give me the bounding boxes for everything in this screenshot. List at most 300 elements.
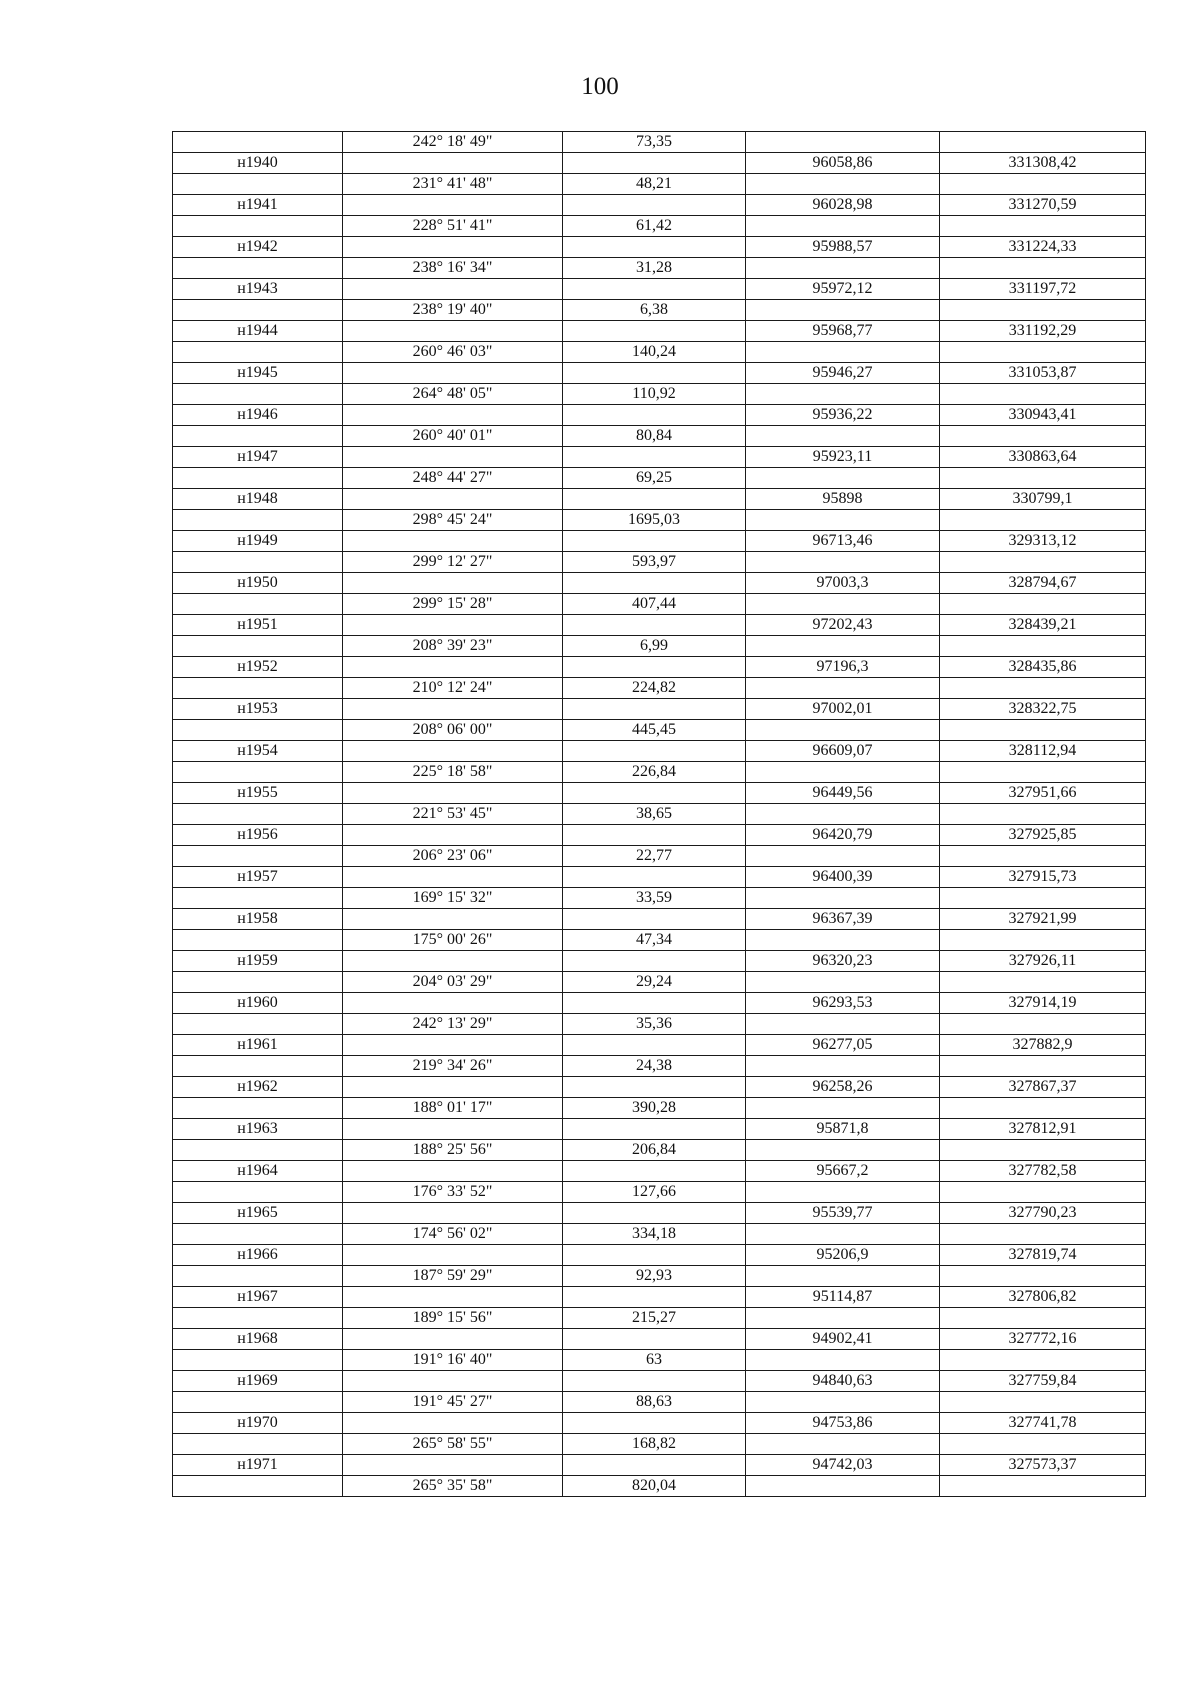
x-coordinate-cell: 95968,77 — [746, 321, 940, 342]
x-coordinate-cell — [746, 216, 940, 237]
distance-cell: 35,36 — [563, 1014, 746, 1035]
point-id-cell — [173, 1266, 343, 1287]
segment-row — [173, 1014, 1146, 1035]
point-id-cell: н1952 — [173, 657, 343, 678]
bearing-cell — [343, 1119, 563, 1140]
distance-cell — [563, 447, 746, 468]
point-id-cell: н1951 — [173, 615, 343, 636]
y-coordinate-cell — [940, 1266, 1146, 1287]
segment-row — [173, 132, 1146, 153]
bearing-cell: 188° 01' 17" — [343, 1098, 563, 1119]
bearing-cell — [343, 489, 563, 510]
distance-cell — [563, 237, 746, 258]
y-coordinate-cell — [940, 678, 1146, 699]
coordinates-table — [172, 131, 1146, 1497]
point-id-cell — [173, 216, 343, 237]
distance-cell: 110,92 — [563, 384, 746, 405]
y-coordinate-cell — [940, 1182, 1146, 1203]
y-coordinate-cell — [940, 1392, 1146, 1413]
point-row — [173, 279, 1146, 300]
point-id-cell — [173, 1182, 343, 1203]
y-coordinate-cell: 327921,99 — [940, 909, 1146, 930]
x-coordinate-cell — [746, 174, 940, 195]
segment-row — [173, 972, 1146, 993]
y-coordinate-cell — [940, 132, 1146, 153]
bearing-cell: 260° 46' 03" — [343, 342, 563, 363]
distance-cell — [563, 1077, 746, 1098]
segment-row — [173, 930, 1146, 951]
distance-cell: 6,99 — [563, 636, 746, 657]
bearing-cell: 299° 15' 28" — [343, 594, 563, 615]
point-id-cell: н1949 — [173, 531, 343, 552]
point-id-cell: н1955 — [173, 783, 343, 804]
y-coordinate-cell: 331192,29 — [940, 321, 1146, 342]
point-id-cell — [173, 342, 343, 363]
bearing-cell: 242° 13' 29" — [343, 1014, 563, 1035]
segment-row — [173, 426, 1146, 447]
distance-cell — [563, 1119, 746, 1140]
point-id-cell — [173, 1308, 343, 1329]
bearing-cell: 175° 00' 26" — [343, 930, 563, 951]
point-id-cell: н1957 — [173, 867, 343, 888]
x-coordinate-cell: 95539,77 — [746, 1203, 940, 1224]
y-coordinate-cell: 329313,12 — [940, 531, 1146, 552]
point-id-cell — [173, 132, 343, 153]
x-coordinate-cell — [746, 1392, 940, 1413]
point-row — [173, 951, 1146, 972]
distance-cell — [563, 909, 746, 930]
x-coordinate-cell — [746, 300, 940, 321]
point-id-cell: н1958 — [173, 909, 343, 930]
point-row — [173, 489, 1146, 510]
y-coordinate-cell: 331224,33 — [940, 237, 1146, 258]
bearing-cell — [343, 1455, 563, 1476]
y-coordinate-cell — [940, 888, 1146, 909]
distance-cell: 47,34 — [563, 930, 746, 951]
y-coordinate-cell — [940, 1224, 1146, 1245]
x-coordinate-cell — [746, 426, 940, 447]
x-coordinate-cell: 94742,03 — [746, 1455, 940, 1476]
distance-cell: 61,42 — [563, 216, 746, 237]
bearing-cell: 208° 39' 23" — [343, 636, 563, 657]
point-row — [173, 1455, 1146, 1476]
x-coordinate-cell: 95871,8 — [746, 1119, 940, 1140]
bearing-cell: 174° 56' 02" — [343, 1224, 563, 1245]
y-coordinate-cell — [940, 972, 1146, 993]
point-id-cell — [173, 720, 343, 741]
point-id-cell: н1946 — [173, 405, 343, 426]
y-coordinate-cell: 327759,84 — [940, 1371, 1146, 1392]
point-id-cell — [173, 510, 343, 531]
y-coordinate-cell — [940, 636, 1146, 657]
bearing-cell: 265° 58' 55" — [343, 1434, 563, 1455]
segment-row — [173, 1056, 1146, 1077]
y-coordinate-cell — [940, 1350, 1146, 1371]
x-coordinate-cell — [746, 258, 940, 279]
y-coordinate-cell: 327772,16 — [940, 1329, 1146, 1350]
distance-cell: 1695,03 — [563, 510, 746, 531]
x-coordinate-cell — [746, 132, 940, 153]
y-coordinate-cell: 328435,86 — [940, 657, 1146, 678]
point-id-cell — [173, 762, 343, 783]
y-coordinate-cell: 327812,91 — [940, 1119, 1146, 1140]
distance-cell: 390,28 — [563, 1098, 746, 1119]
bearing-cell: 191° 45' 27" — [343, 1392, 563, 1413]
bearing-cell — [343, 1161, 563, 1182]
distance-cell: 226,84 — [563, 762, 746, 783]
x-coordinate-cell: 96609,07 — [746, 741, 940, 762]
distance-cell: 69,25 — [563, 468, 746, 489]
bearing-cell: 260° 40' 01" — [343, 426, 563, 447]
x-coordinate-cell: 94902,41 — [746, 1329, 940, 1350]
point-id-cell — [173, 1140, 343, 1161]
x-coordinate-cell: 96713,46 — [746, 531, 940, 552]
segment-row — [173, 636, 1146, 657]
y-coordinate-cell — [940, 216, 1146, 237]
distance-cell — [563, 741, 746, 762]
bearing-cell: 210° 12' 24" — [343, 678, 563, 699]
x-coordinate-cell — [746, 1266, 940, 1287]
y-coordinate-cell — [940, 510, 1146, 531]
distance-cell — [563, 825, 746, 846]
y-coordinate-cell: 330863,64 — [940, 447, 1146, 468]
x-coordinate-cell — [746, 1098, 940, 1119]
point-row — [173, 657, 1146, 678]
distance-cell: 80,84 — [563, 426, 746, 447]
distance-cell: 88,63 — [563, 1392, 746, 1413]
point-id-cell — [173, 258, 343, 279]
x-coordinate-cell: 95206,9 — [746, 1245, 940, 1266]
segment-row — [173, 258, 1146, 279]
bearing-cell — [343, 741, 563, 762]
x-coordinate-cell — [746, 1476, 940, 1497]
y-coordinate-cell: 328794,67 — [940, 573, 1146, 594]
point-row — [173, 783, 1146, 804]
point-id-cell — [173, 468, 343, 489]
point-id-cell: н1947 — [173, 447, 343, 468]
point-id-cell: н1953 — [173, 699, 343, 720]
x-coordinate-cell — [746, 930, 940, 951]
bearing-cell — [343, 531, 563, 552]
bearing-cell — [343, 1413, 563, 1434]
y-coordinate-cell: 327806,82 — [940, 1287, 1146, 1308]
bearing-cell — [343, 657, 563, 678]
point-row — [173, 615, 1146, 636]
x-coordinate-cell — [746, 468, 940, 489]
x-coordinate-cell — [746, 636, 940, 657]
point-row — [173, 699, 1146, 720]
distance-cell: 6,38 — [563, 300, 746, 321]
x-coordinate-cell — [746, 888, 940, 909]
bearing-cell: 231° 41' 48" — [343, 174, 563, 195]
bearing-cell — [343, 279, 563, 300]
x-coordinate-cell — [746, 1224, 940, 1245]
y-coordinate-cell: 327914,19 — [940, 993, 1146, 1014]
distance-cell: 140,24 — [563, 342, 746, 363]
point-id-cell: н1943 — [173, 279, 343, 300]
distance-cell — [563, 993, 746, 1014]
point-row — [173, 405, 1146, 426]
bearing-cell — [343, 1203, 563, 1224]
x-coordinate-cell: 96449,56 — [746, 783, 940, 804]
x-coordinate-cell — [746, 972, 940, 993]
point-id-cell — [173, 1098, 343, 1119]
segment-row — [173, 216, 1146, 237]
x-coordinate-cell — [746, 720, 940, 741]
distance-cell: 820,04 — [563, 1476, 746, 1497]
y-coordinate-cell — [940, 552, 1146, 573]
bearing-cell: 221° 53' 45" — [343, 804, 563, 825]
point-id-cell: н1941 — [173, 195, 343, 216]
distance-cell — [563, 195, 746, 216]
x-coordinate-cell: 95114,87 — [746, 1287, 940, 1308]
bearing-cell: 248° 44' 27" — [343, 468, 563, 489]
y-coordinate-cell — [940, 258, 1146, 279]
point-id-cell: н1962 — [173, 1077, 343, 1098]
y-coordinate-cell: 327926,11 — [940, 951, 1146, 972]
bearing-cell — [343, 363, 563, 384]
bearing-cell — [343, 573, 563, 594]
point-id-cell — [173, 300, 343, 321]
segment-row — [173, 1392, 1146, 1413]
point-id-cell: н1940 — [173, 153, 343, 174]
x-coordinate-cell — [746, 1056, 940, 1077]
bearing-cell: 187° 59' 29" — [343, 1266, 563, 1287]
point-row — [173, 1203, 1146, 1224]
point-id-cell — [173, 1392, 343, 1413]
bearing-cell — [343, 1287, 563, 1308]
point-id-cell — [173, 846, 343, 867]
x-coordinate-cell — [746, 1140, 940, 1161]
point-id-cell: н1971 — [173, 1455, 343, 1476]
x-coordinate-cell — [746, 1434, 940, 1455]
distance-cell: 63 — [563, 1350, 746, 1371]
x-coordinate-cell: 96420,79 — [746, 825, 940, 846]
distance-cell: 38,65 — [563, 804, 746, 825]
x-coordinate-cell: 95923,11 — [746, 447, 940, 468]
bearing-cell — [343, 153, 563, 174]
point-row — [173, 531, 1146, 552]
bearing-cell — [343, 237, 563, 258]
point-id-cell: н1966 — [173, 1245, 343, 1266]
distance-cell: 593,97 — [563, 552, 746, 573]
x-coordinate-cell: 96400,39 — [746, 867, 940, 888]
point-id-cell: н1944 — [173, 321, 343, 342]
point-row — [173, 363, 1146, 384]
distance-cell: 92,93 — [563, 1266, 746, 1287]
bearing-cell: 219° 34' 26" — [343, 1056, 563, 1077]
bearing-cell: 225° 18' 58" — [343, 762, 563, 783]
bearing-cell — [343, 699, 563, 720]
distance-cell: 445,45 — [563, 720, 746, 741]
y-coordinate-cell: 327951,66 — [940, 783, 1146, 804]
x-coordinate-cell: 94840,63 — [746, 1371, 940, 1392]
point-row — [173, 1371, 1146, 1392]
distance-cell — [563, 279, 746, 300]
y-coordinate-cell: 327782,58 — [940, 1161, 1146, 1182]
x-coordinate-cell: 96258,26 — [746, 1077, 940, 1098]
bearing-cell — [343, 1077, 563, 1098]
bearing-cell: 191° 16' 40" — [343, 1350, 563, 1371]
point-row — [173, 1287, 1146, 1308]
point-row — [173, 1119, 1146, 1140]
y-coordinate-cell — [940, 174, 1146, 195]
x-coordinate-cell: 95946,27 — [746, 363, 940, 384]
segment-row — [173, 804, 1146, 825]
point-row — [173, 1329, 1146, 1350]
point-id-cell: н1942 — [173, 237, 343, 258]
point-id-cell — [173, 678, 343, 699]
bearing-cell — [343, 1245, 563, 1266]
point-id-cell — [173, 1224, 343, 1245]
y-coordinate-cell: 328322,75 — [940, 699, 1146, 720]
y-coordinate-cell: 331197,72 — [940, 279, 1146, 300]
y-coordinate-cell: 330943,41 — [940, 405, 1146, 426]
segment-row — [173, 1434, 1146, 1455]
y-coordinate-cell — [940, 594, 1146, 615]
y-coordinate-cell: 331270,59 — [940, 195, 1146, 216]
x-coordinate-cell: 97202,43 — [746, 615, 940, 636]
x-coordinate-cell: 96028,98 — [746, 195, 940, 216]
point-row — [173, 573, 1146, 594]
point-id-cell — [173, 1056, 343, 1077]
point-id-cell: н1969 — [173, 1371, 343, 1392]
x-coordinate-cell: 97003,3 — [746, 573, 940, 594]
y-coordinate-cell: 331053,87 — [940, 363, 1146, 384]
y-coordinate-cell: 327790,23 — [940, 1203, 1146, 1224]
x-coordinate-cell: 96277,05 — [746, 1035, 940, 1056]
distance-cell — [563, 153, 746, 174]
distance-cell — [563, 531, 746, 552]
point-row — [173, 1077, 1146, 1098]
y-coordinate-cell — [940, 426, 1146, 447]
bearing-cell — [343, 405, 563, 426]
bearing-cell: 189° 15' 56" — [343, 1308, 563, 1329]
segment-row — [173, 300, 1146, 321]
x-coordinate-cell: 96293,53 — [746, 993, 940, 1014]
bearing-cell — [343, 195, 563, 216]
y-coordinate-cell: 327741,78 — [940, 1413, 1146, 1434]
bearing-cell — [343, 909, 563, 930]
x-coordinate-cell: 96320,23 — [746, 951, 940, 972]
point-id-cell — [173, 174, 343, 195]
bearing-cell: 188° 25' 56" — [343, 1140, 563, 1161]
y-coordinate-cell — [940, 1098, 1146, 1119]
y-coordinate-cell: 327867,37 — [940, 1077, 1146, 1098]
segment-row — [173, 1098, 1146, 1119]
distance-cell — [563, 951, 746, 972]
point-id-cell — [173, 972, 343, 993]
x-coordinate-cell — [746, 552, 940, 573]
distance-cell: 206,84 — [563, 1140, 746, 1161]
x-coordinate-cell — [746, 1308, 940, 1329]
segment-row — [173, 174, 1146, 195]
page-number: 100 — [581, 73, 619, 100]
segment-row — [173, 594, 1146, 615]
point-row — [173, 1035, 1146, 1056]
x-coordinate-cell — [746, 594, 940, 615]
point-id-cell: н1970 — [173, 1413, 343, 1434]
point-id-cell — [173, 1014, 343, 1035]
segment-row — [173, 468, 1146, 489]
segment-row — [173, 1140, 1146, 1161]
y-coordinate-cell: 331308,42 — [940, 153, 1146, 174]
distance-cell: 224,82 — [563, 678, 746, 699]
point-id-cell: н1960 — [173, 993, 343, 1014]
bearing-cell: 242° 18' 49" — [343, 132, 563, 153]
segment-row — [173, 342, 1146, 363]
point-id-cell: н1945 — [173, 363, 343, 384]
x-coordinate-cell — [746, 384, 940, 405]
bearing-cell: 206° 23' 06" — [343, 846, 563, 867]
point-row — [173, 1245, 1146, 1266]
point-row — [173, 153, 1146, 174]
bearing-cell — [343, 321, 563, 342]
point-id-cell: н1967 — [173, 1287, 343, 1308]
distance-cell — [563, 699, 746, 720]
distance-cell — [563, 1413, 746, 1434]
point-id-cell — [173, 1476, 343, 1497]
y-coordinate-cell: 330799,1 — [940, 489, 1146, 510]
point-id-cell: н1950 — [173, 573, 343, 594]
bearing-cell: 299° 12' 27" — [343, 552, 563, 573]
distance-cell: 22,77 — [563, 846, 746, 867]
point-id-cell — [173, 384, 343, 405]
distance-cell — [563, 1287, 746, 1308]
distance-cell: 215,27 — [563, 1308, 746, 1329]
y-coordinate-cell — [940, 804, 1146, 825]
x-coordinate-cell — [746, 1350, 940, 1371]
point-id-cell — [173, 804, 343, 825]
y-coordinate-cell: 327573,37 — [940, 1455, 1146, 1476]
distance-cell — [563, 657, 746, 678]
x-coordinate-cell — [746, 1014, 940, 1035]
y-coordinate-cell — [940, 468, 1146, 489]
bearing-cell — [343, 867, 563, 888]
coordinates-table-body — [173, 132, 1146, 1497]
distance-cell: 168,82 — [563, 1434, 746, 1455]
x-coordinate-cell: 95988,57 — [746, 237, 940, 258]
y-coordinate-cell — [940, 846, 1146, 867]
point-row — [173, 195, 1146, 216]
point-row — [173, 1413, 1146, 1434]
segment-row — [173, 1350, 1146, 1371]
bearing-cell: 176° 33' 52" — [343, 1182, 563, 1203]
y-coordinate-cell: 327915,73 — [940, 867, 1146, 888]
point-id-cell: н1959 — [173, 951, 343, 972]
point-id-cell — [173, 930, 343, 951]
segment-row — [173, 762, 1146, 783]
point-id-cell: н1961 — [173, 1035, 343, 1056]
y-coordinate-cell: 327882,9 — [940, 1035, 1146, 1056]
y-coordinate-cell — [940, 930, 1146, 951]
distance-cell — [563, 321, 746, 342]
x-coordinate-cell: 97196,3 — [746, 657, 940, 678]
segment-row — [173, 846, 1146, 867]
distance-cell: 127,66 — [563, 1182, 746, 1203]
distance-cell — [563, 1035, 746, 1056]
point-id-cell — [173, 888, 343, 909]
x-coordinate-cell: 95972,12 — [746, 279, 940, 300]
x-coordinate-cell: 96367,39 — [746, 909, 940, 930]
point-id-cell: н1964 — [173, 1161, 343, 1182]
point-id-cell: н1968 — [173, 1329, 343, 1350]
point-row — [173, 867, 1146, 888]
bearing-cell — [343, 1371, 563, 1392]
x-coordinate-cell — [746, 678, 940, 699]
bearing-cell: 169° 15' 32" — [343, 888, 563, 909]
x-coordinate-cell — [746, 510, 940, 531]
